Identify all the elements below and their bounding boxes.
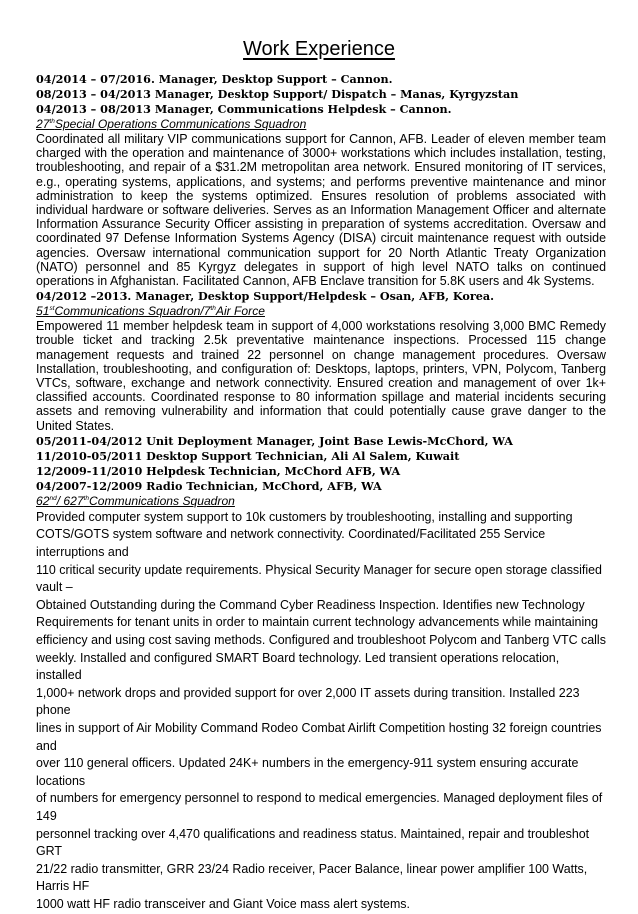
job-description: Empowered 11 member helpdesk team in support of 4,000 workstations resolving 3,000 BMC Remedy trouble ticket and tracking 2.5k preventative maintenance inspections. Processed 115 change management requests and trained 22 personnel on change management procedures. Oversaw Installation, troubleshooting, and configuration of: Desktops, laptops, printers, VPN, Polycom, Tanberg VTCs, software, exchange and network connectivity. Ensured creation and management of over 1k+ classified accounts. Coordinated response to 80 information spillage and material incidents securing assets and removing vulnerability and information that could potentially cause grave danger to the United States. (36, 319, 606, 433)
description-line: personnel tracking over 4,470 qualifications and readiness status. Maintained, repair and troubleshot GRT (36, 826, 590, 859)
job-heading: 11/2010-05/2011 Desktop Support Technician, Ali Al Salem, Kuwait (36, 448, 460, 463)
description-line: 21/22 radio transmitter, GRR 23/24 Radio receiver, Pacer Balance, linear power amplifier 100 Watts, Harris HF (36, 861, 588, 894)
unit-ordinal: st (49, 305, 55, 313)
unit-ordinal: th (49, 118, 55, 125)
job-block-cannon (36, 72, 606, 288)
unit-ordinal: th (210, 305, 216, 313)
job-block-osan (36, 289, 606, 433)
unit-text: Air Force (215, 304, 265, 319)
job-description: Coordinated all military VIP communications support for Cannon, AFB. Leader of eleven member team charged with the operation and maintenance of 3000+ workstations which includes installation, testing, troubleshooting, and repair of a $31.2M metropolitan area network. Ensured monitoring of IT services, e.g., operating systems, applications, and systems; and performs preventive maintenance and minor administration to keep the systems optimized. Ensures resolution of problems associated with individual hardware or software deliveries. Serves as an Information Management Officer and alternate Information Assurance Security Officer assisting in preparation of systems accreditation. Oversaw and coordinated 97 Defense Information Systems Agency (DISA) circuit maintenance request with outside agencies. Oversaw international communication support for 20 North Atlantic Treaty Organization (NATO) personnel and 85 Kyrgyz delegates in support of high level NATO talks on continued operations in Afghanistan. Facilitated Cannon, AFB Enclave transition for 5.8K users and 4k Systems. (36, 132, 606, 289)
unit-name (36, 304, 606, 319)
description-line: 110 critical security update requirements. Physical Security Manager for secure open storage classified vault – (36, 562, 602, 595)
job-heading: 04/2014 – 07/2016. Manager, Desktop Support – Cannon. (36, 72, 393, 86)
job-heading: 12/2009-11/2010 Helpdesk Technician, McChord AFB, WA (36, 463, 401, 478)
description-line: of numbers for emergency personnel to respond to medical emergencies. Managed deployment files of 149 (36, 791, 603, 823)
description-line: Requirements for tenant units in order to maintain current technology advancements while maintaining (36, 615, 599, 630)
job-heading: 04/2012 –2013. Manager, Desktop Support/Helpdesk – Osan, AFB, Korea. (36, 289, 495, 304)
description-line: 1,000+ network drops and provided support for over 2,000 IT assets during transition. Installed 223 phone (36, 685, 580, 718)
page-title: Work Experience (243, 38, 395, 60)
description-line: over 110 general officers. Updated 24K+ numbers in the emergency-911 system ensuring accurate locations (36, 756, 579, 788)
unit-text: Communications Squadron (89, 493, 235, 508)
unit-text: / 627 (56, 493, 84, 508)
job-heading: 08/2013 – 04/2013 Manager, Desktop Support/ Dispatch – Manas, Kyrgyzstan (36, 87, 519, 101)
job-block-mcchord (36, 434, 606, 914)
description-line: weekly. Installed and configured SMART Board technology. Led transient operations relocation, installed (36, 650, 560, 683)
unit-number: 62 (36, 493, 50, 508)
unit-number: 51 (36, 304, 50, 319)
unit-name (36, 494, 606, 509)
unit-ordinal: th (83, 494, 90, 502)
job-heading: 05/2011-04/2012 Unit Deployment Manager, Joint Base Lewis-McChord, WA (36, 433, 513, 448)
description-line: COTS/GOTS system software and network connectivity. Coordinated/Facilitated 255 Service interruptions and (36, 527, 546, 560)
description-line: Obtained Outstanding during the Command Cyber Readiness Inspection. Identifies new Technology (36, 597, 585, 612)
description-line: Provided computer system support to 10k customers by troubleshooting, installing and supporting (36, 509, 573, 524)
description-line: lines in support of Air Mobility Command Rodeo Combat Airlift Competition hosting 32 foreign countries and (36, 720, 602, 753)
unit-text: Communications Squadron/7 (54, 304, 211, 319)
job-heading: 04/2013 – 08/2013 Manager, Communications Helpdesk – Cannon. (36, 102, 452, 116)
unit-name (36, 117, 606, 132)
description-line: efficiency and using cost saving methods. Configured and troubleshoot Polycom and Tanberg VTC calls (36, 633, 606, 648)
job-heading: 04/2007-12/2009 Radio Technician, McChord, AFB, WA (36, 478, 382, 493)
work-experience-content (36, 72, 606, 914)
description-line: 1000 watt HF radio transceiver and Giant Voice mass alert systems. (36, 896, 410, 911)
unit-text: Special Operations Communications Squadron (54, 117, 307, 131)
job-description (36, 509, 606, 914)
unit-ordinal: nd (49, 494, 57, 502)
unit-number: 27 (36, 117, 50, 131)
